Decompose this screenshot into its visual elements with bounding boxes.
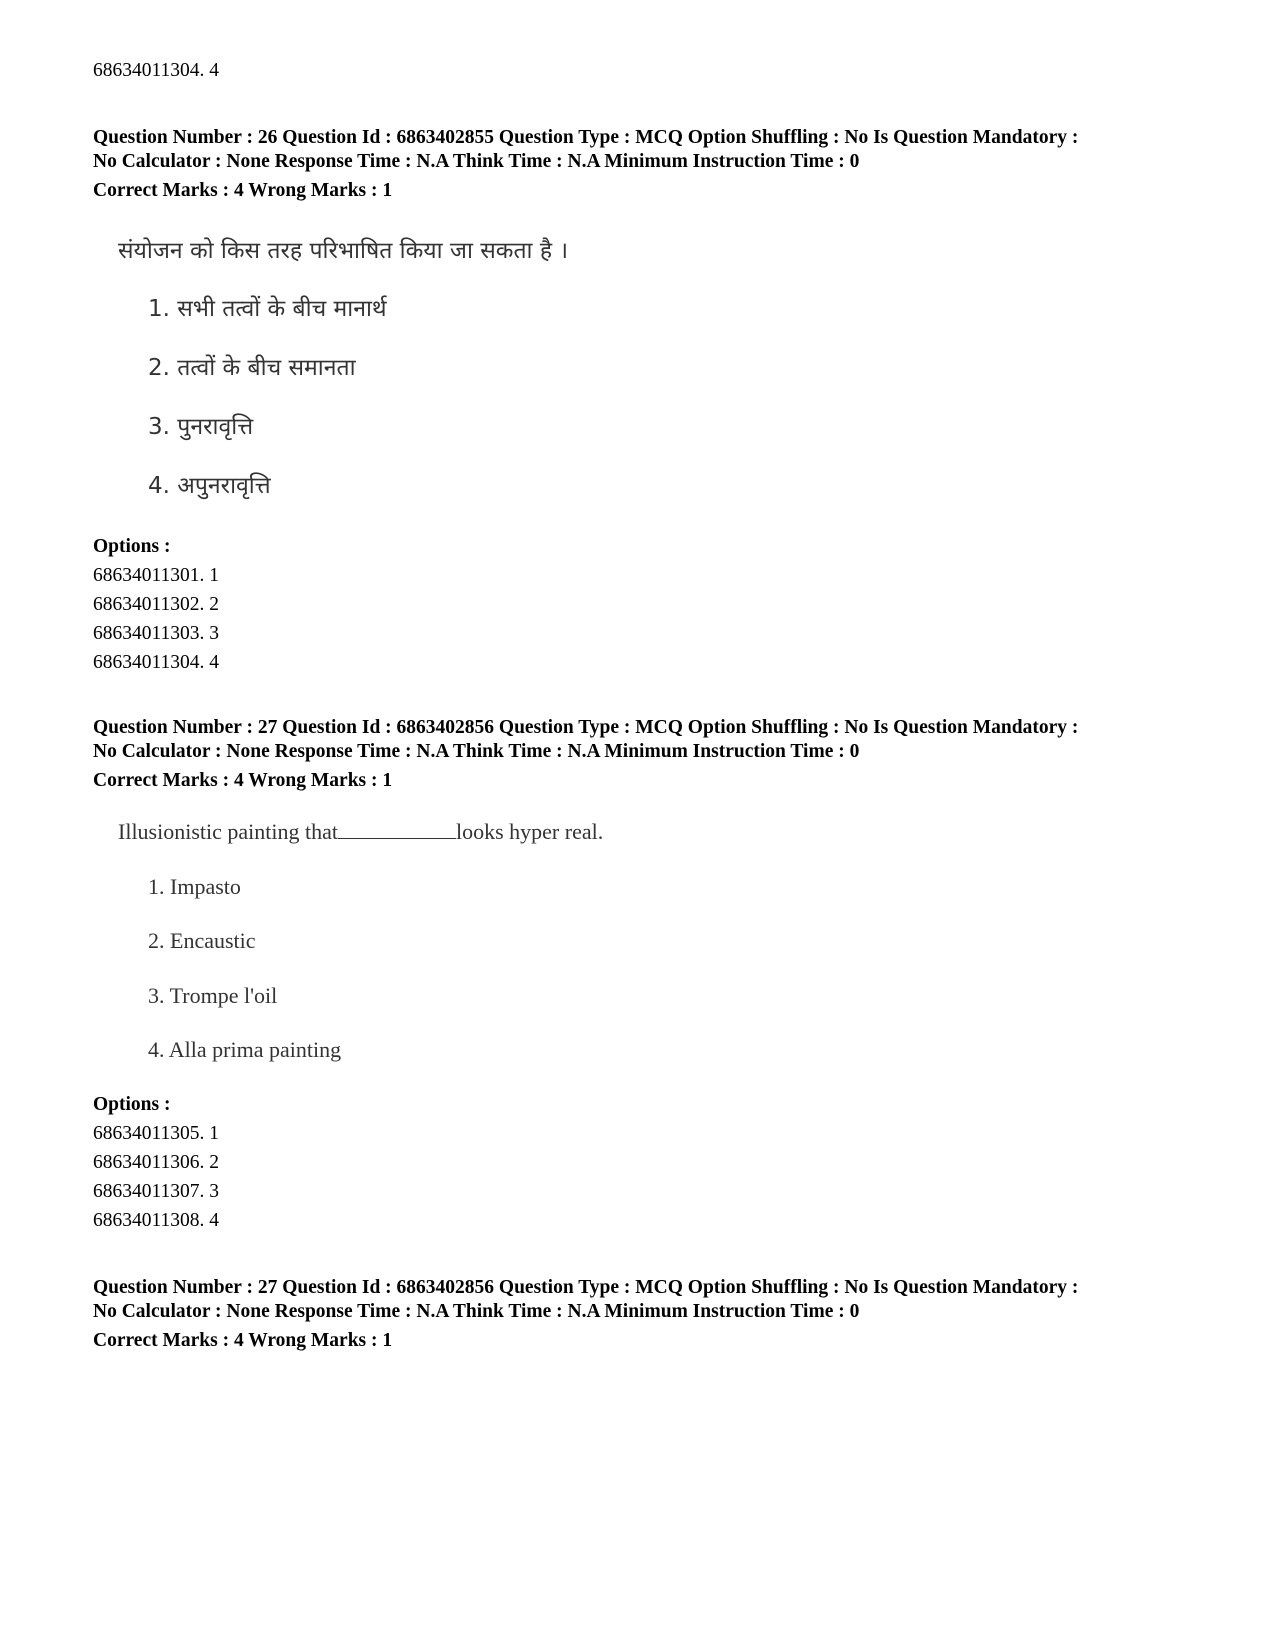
q26-option-2: 68634011302. 2 (93, 594, 220, 615)
q27-option-2: 68634011306. 2 (93, 1152, 220, 1173)
q26-options-label: Options : (93, 536, 171, 557)
q27-blank (338, 820, 456, 839)
q27-question-after: looks hyper real. (455, 819, 604, 844)
q27-marks: Correct Marks : 4 Wrong Marks : 1 (93, 770, 393, 791)
q27b-marks: Correct Marks : 4 Wrong Marks : 1 (93, 1330, 393, 1351)
q26-choice-2: 2. तत्वों के बीच समानता (148, 355, 356, 381)
q26-question-text: संयोजन को किस तरह परिभाषित किया जा सकता है । (118, 238, 569, 264)
q26-option-1: 68634011301. 1 (93, 565, 220, 586)
q26-marks: Correct Marks : 4 Wrong Marks : 1 (93, 180, 393, 201)
q27-question-text (118, 818, 603, 846)
q27-choice-3: 3. Trompe l'oil (148, 983, 278, 1008)
q26-header-line2: No Calculator : None Response Time : N.A Think Time : N.A Minimum Instruction Time : 0 (93, 151, 860, 172)
q27-options-label: Options : (93, 1094, 171, 1115)
q26-choice-4: 4. अपुनरावृत्ति (148, 473, 271, 499)
carryover-option: 68634011304. 4 (93, 60, 220, 81)
q27-choice-2: 2. Encaustic (148, 928, 256, 953)
q27-option-3: 68634011307. 3 (93, 1181, 220, 1202)
q26-choice-3: 3. पुनरावृत्ति (148, 414, 254, 440)
q27b-header-line1: Question Number : 27 Question Id : 6863402856 Question Type : MCQ Option Shuffling : No Is Question Mandatory : (93, 1277, 1079, 1298)
q27-option-1: 68634011305. 1 (93, 1123, 220, 1144)
q27-option-4: 68634011308. 4 (93, 1210, 220, 1231)
q27-choice-4: 4. Alla prima painting (148, 1037, 342, 1062)
q26-header-line1: Question Number : 26 Question Id : 6863402855 Question Type : MCQ Option Shuffling : No Is Question Mandatory : (93, 127, 1079, 148)
q26-option-4: 68634011304. 4 (93, 652, 220, 673)
q26-option-3: 68634011303. 3 (93, 623, 220, 644)
q27-question-before: Illusionistic painting that (118, 819, 338, 844)
q27-choice-1: 1. Impasto (148, 874, 241, 899)
q27-header-line1: Question Number : 27 Question Id : 6863402856 Question Type : MCQ Option Shuffling : No Is Question Mandatory : (93, 717, 1079, 738)
q27b-header-line2: No Calculator : None Response Time : N.A Think Time : N.A Minimum Instruction Time : 0 (93, 1301, 860, 1322)
q27-header-line2: No Calculator : None Response Time : N.A Think Time : N.A Minimum Instruction Time : 0 (93, 741, 860, 762)
q26-choice-1: 1. सभी तत्वों के बीच मानार्थ (148, 296, 387, 322)
